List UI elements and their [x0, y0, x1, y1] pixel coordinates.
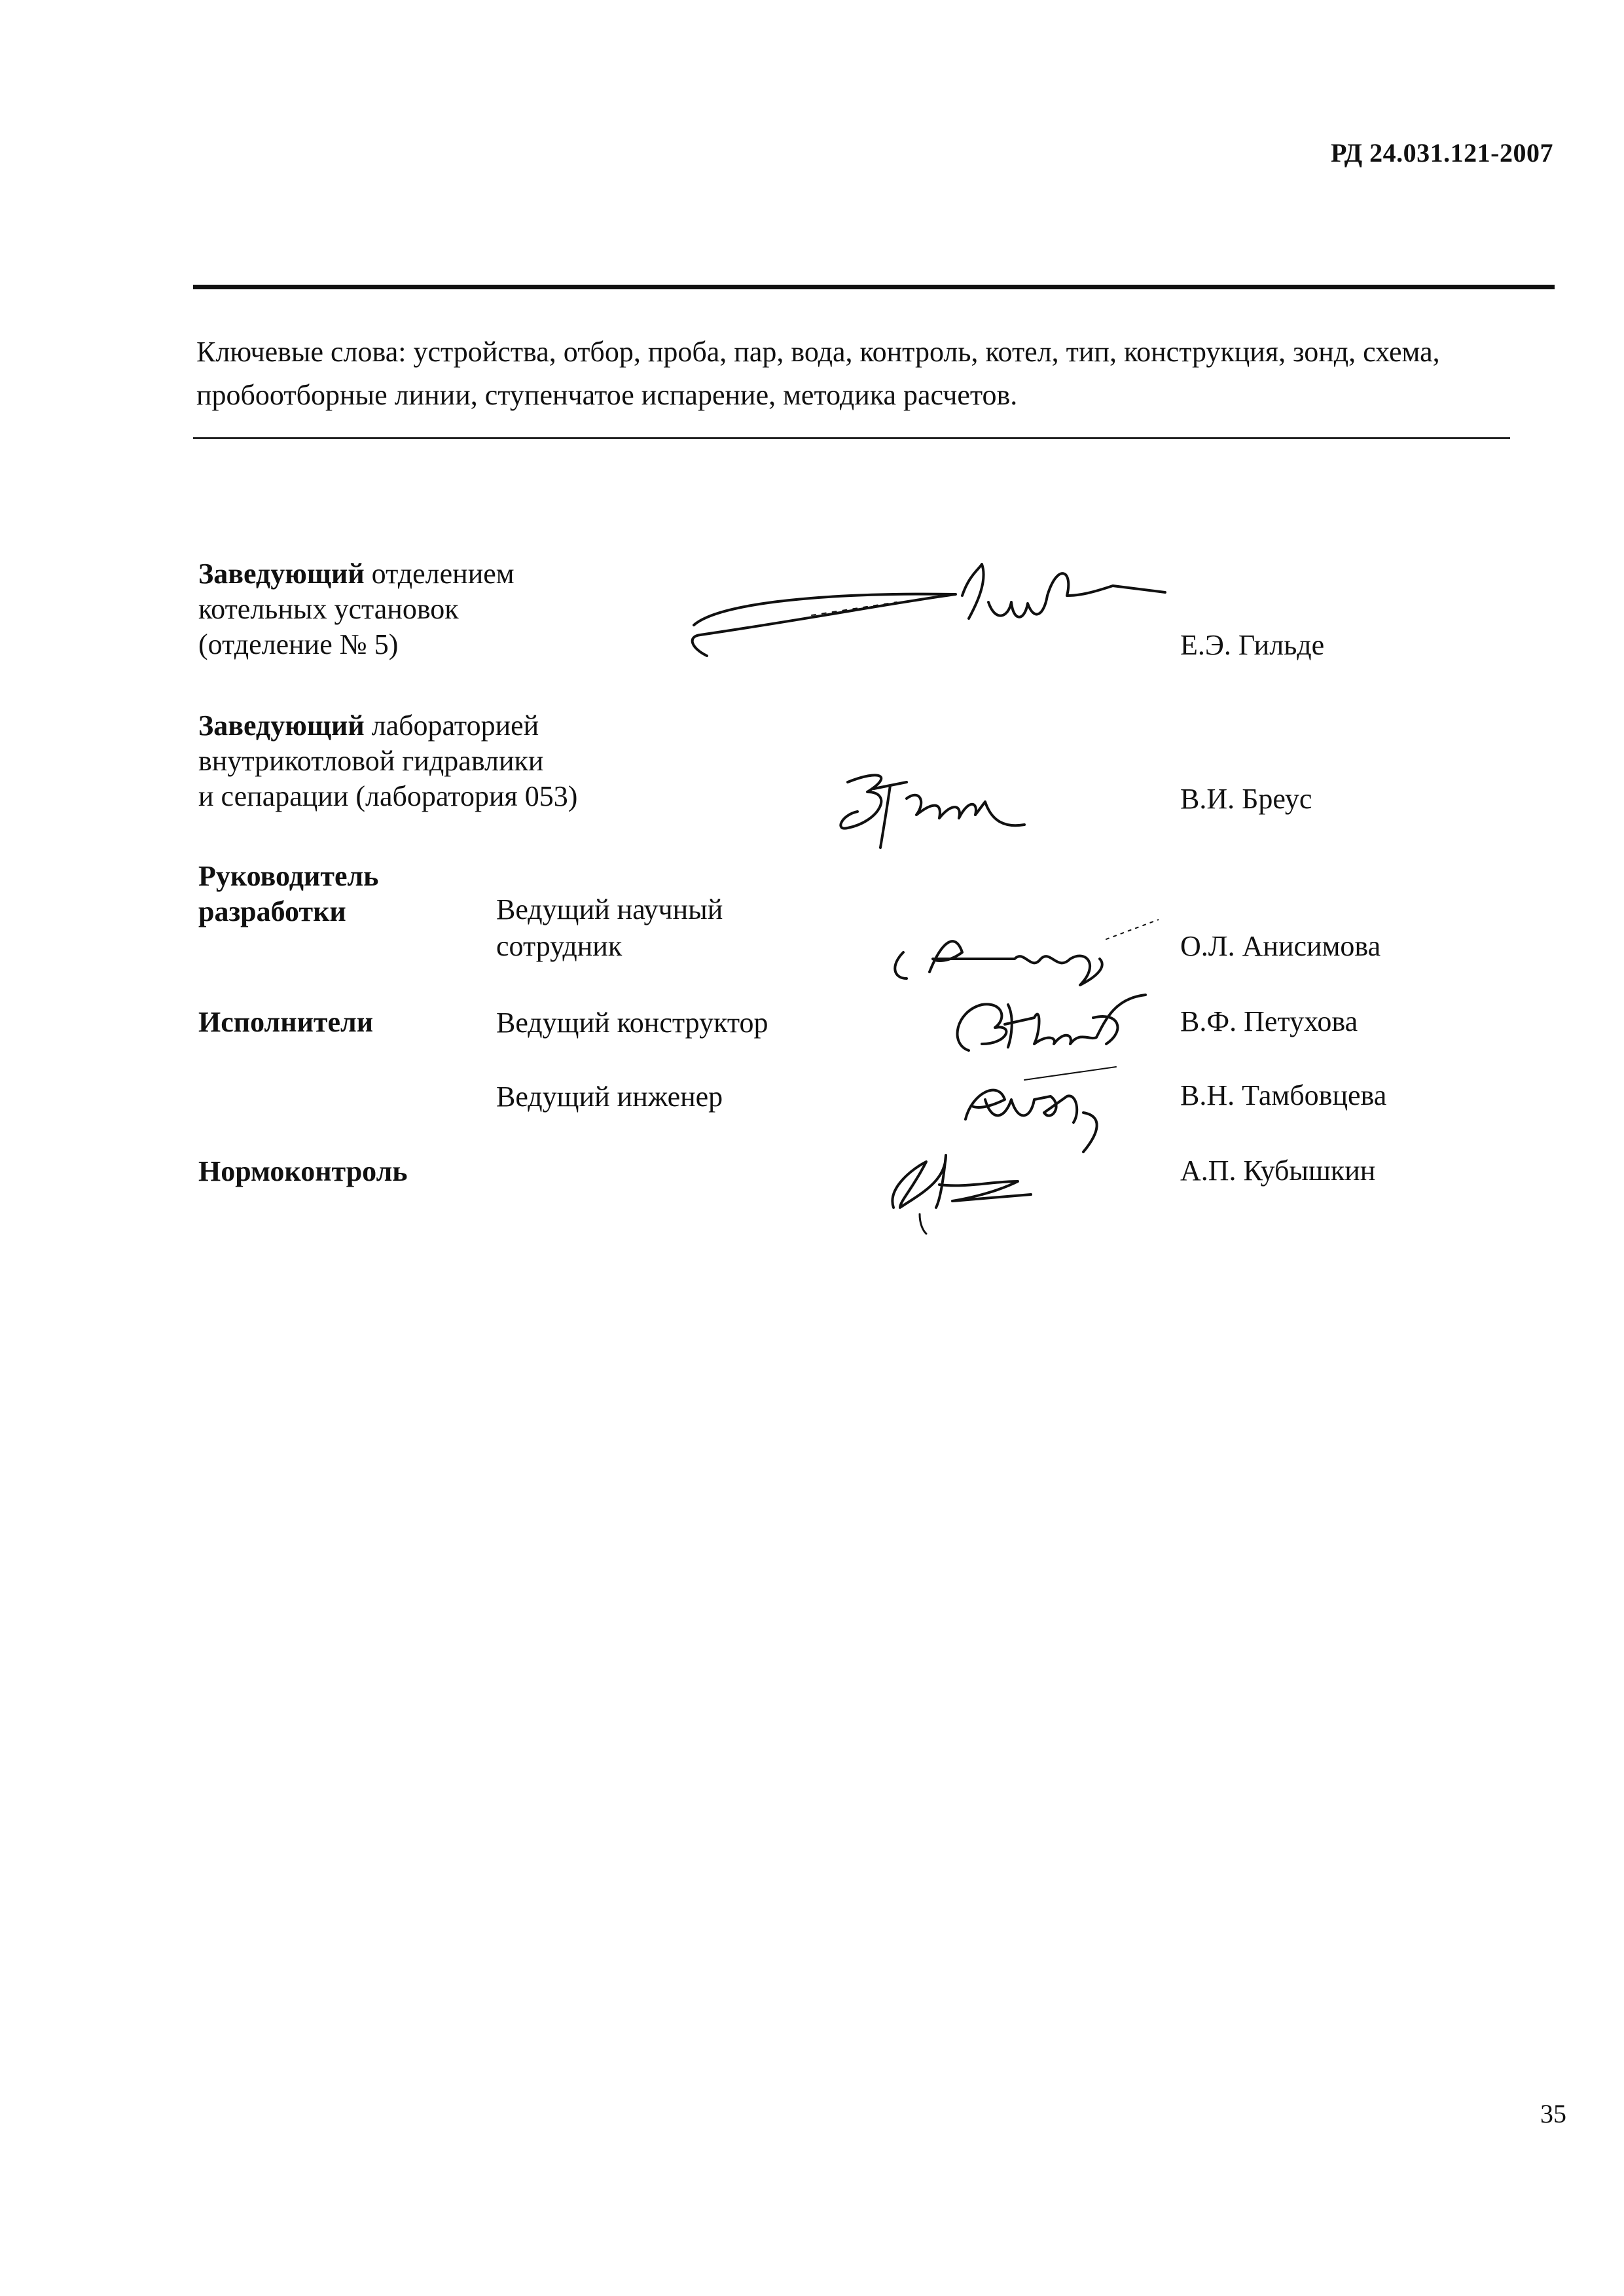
lead-label [198, 859, 378, 929]
name-anisimova: О.Л. Анисимова [1180, 930, 1381, 962]
name-kubyshkin: А.П. Кубышкин [1180, 1155, 1376, 1187]
performer1-position: Ведущий конструктор [496, 1007, 768, 1039]
head-lab-title [198, 708, 577, 814]
keywords-rule [193, 437, 1510, 439]
signature-petukhova [943, 978, 1159, 1064]
head-boiler-line2: котельных установок [198, 593, 459, 625]
page-number: 35 [1540, 2099, 1566, 2128]
performers-label: Исполнители [198, 1006, 374, 1038]
lead-label-line2: разработки [198, 895, 346, 927]
name-tambovtseva: В.Н. Тамбовцева [1180, 1079, 1387, 1111]
lead-position [496, 891, 723, 965]
signature-kubyshkin [874, 1136, 1057, 1240]
signature-breus [821, 762, 1057, 861]
head-boiler-title [198, 556, 514, 662]
signature-gilde [681, 556, 1178, 681]
lead-label-line1: Руководитель [198, 860, 379, 892]
lead-position-line2: сотрудник [496, 930, 623, 962]
document-code: РД 24.031.121-2007 [1331, 138, 1553, 168]
name-breus: В.И. Бреус [1180, 783, 1312, 815]
head-lab-line2: внутрикотловой гидравлики [198, 745, 544, 777]
performer2-position: Ведущий инженер [496, 1081, 723, 1113]
name-petukhova: В.Ф. Петухова [1180, 1005, 1358, 1037]
head-boiler-line1: отделением [364, 558, 514, 590]
head-lab-line1: лабораторией [364, 709, 539, 742]
lead-position-line1: Ведущий научный [496, 893, 723, 925]
header-rule [193, 285, 1555, 289]
name-gilde: Е.Э. Гильде [1180, 629, 1325, 661]
head-lab-title-bold: Заведующий [198, 709, 365, 742]
head-boiler-title-bold: Заведующий [198, 558, 365, 590]
keywords-paragraph: Ключевые слова: устройства, отбор, проба, пар, вода, контроль, котел, тип, конструкция, зонд, схема, пробоотборные линии, ступенчатое испарение, методика расчетов. [196, 336, 1440, 411]
normcontrol-label: Нормоконтроль [198, 1155, 408, 1187]
head-boiler-line3: (отделение № 5) [198, 628, 399, 660]
head-lab-line3: и сепарации (лаборатория 053) [198, 780, 578, 812]
